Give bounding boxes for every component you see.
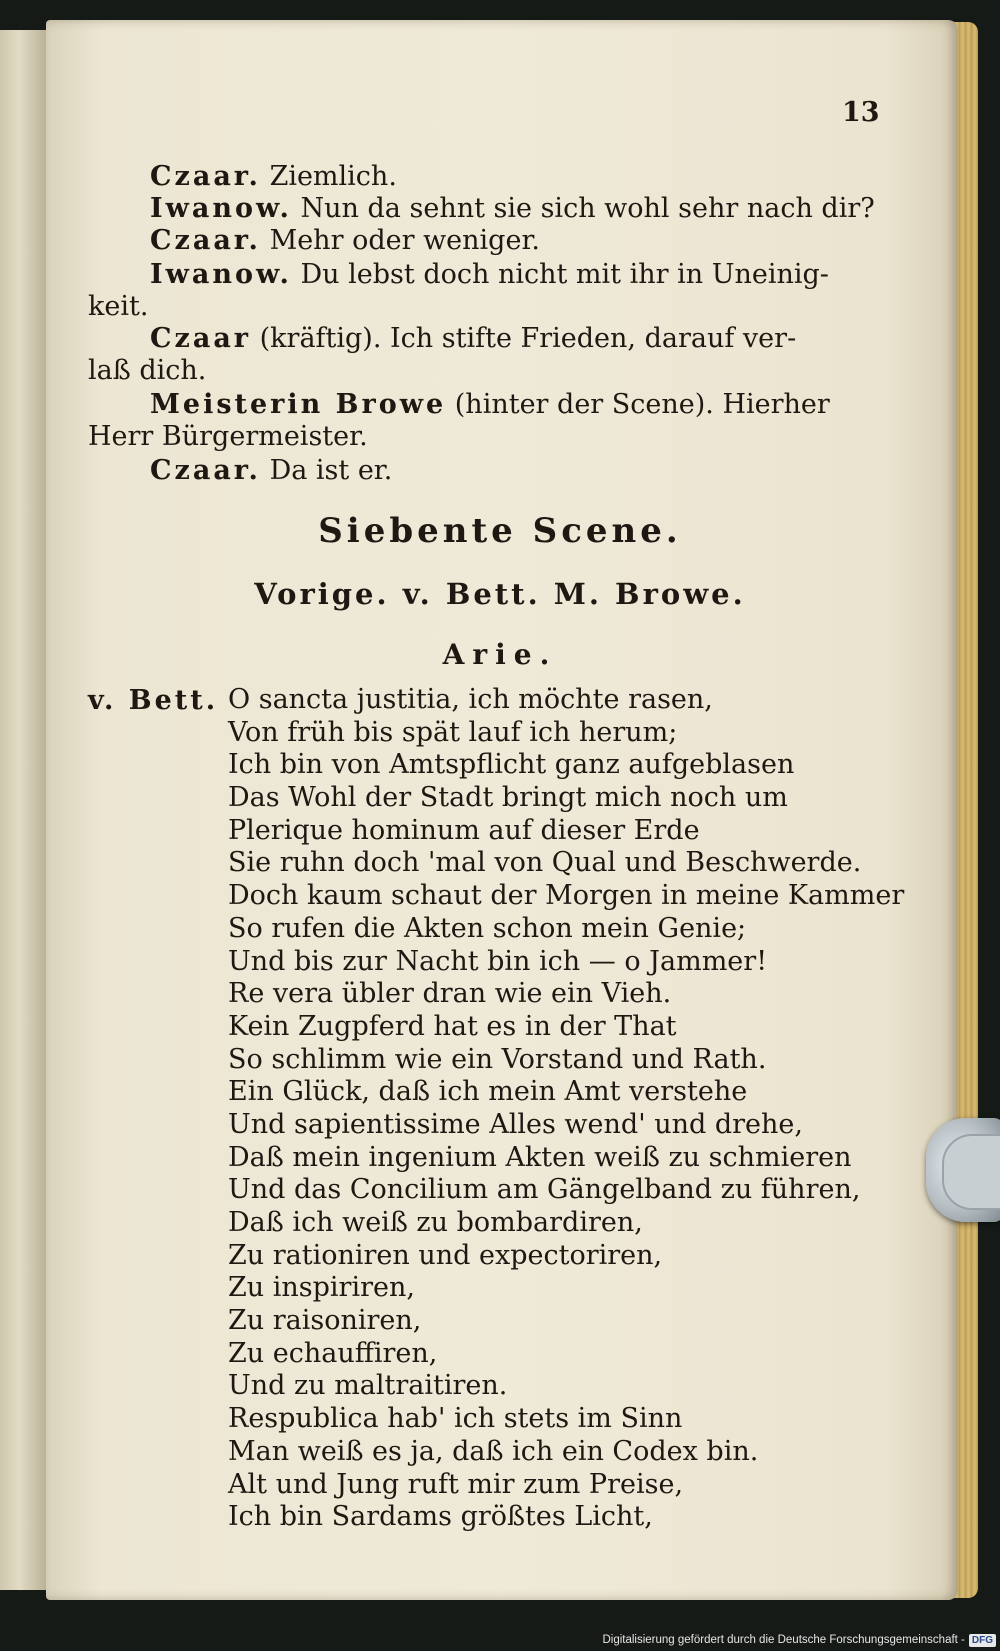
dfg-logo: DFG <box>969 1634 996 1647</box>
speaker-name: Iwanow. <box>150 193 292 224</box>
dialogue-line <box>150 258 829 291</box>
verse-line: Zu echauffiren, <box>228 1337 438 1369</box>
verse-line: Alt und Jung ruft mir zum Preise, <box>228 1468 684 1500</box>
verse-line: Sie ruhn doch 'mal von Qual und Beschwerde. <box>228 847 862 879</box>
verse-line: O sancta justitia, ich möchte rasen, <box>228 684 713 715</box>
speaker-name: Meisterin Browe <box>150 389 447 420</box>
digitization-credit <box>602 1631 996 1649</box>
aria-verse <box>228 684 904 1534</box>
dialogue-line <box>88 290 148 323</box>
verse-line: Plerique hominum auf dieser Erde <box>228 814 700 846</box>
dialogue-text: Da ist er. <box>269 455 393 486</box>
dialogue-text: (hinter der Scene). Hierher <box>454 389 830 420</box>
verse-line: Ich bin Sardams größtes Licht, <box>228 1501 653 1533</box>
verse-line: Kein Zugpferd hat es in der That <box>228 1010 677 1042</box>
dialogue-line <box>150 192 875 225</box>
dialogue-text: Herr Bürgermeister. <box>88 421 368 452</box>
verse-line: Und bis zur Nacht bin ich — o Jammer! <box>228 945 768 977</box>
dialogue-text: Du lebst doch nicht mit ihr in Uneinig- <box>300 259 829 290</box>
speaker-name: Czaar <box>150 323 252 354</box>
verse-line: So schlimm wie ein Vorstand und Rath. <box>228 1043 767 1075</box>
verse-line: Ich bin von Amtspflicht ganz aufgeblasen <box>228 749 795 781</box>
verse-line: Zu rationiren und expectoriren, <box>228 1239 663 1271</box>
dialogue-line <box>88 354 206 387</box>
speaker-name: Czaar. <box>150 161 261 192</box>
speaker-name: Czaar. <box>150 455 261 486</box>
verse-line: Respublica hab' ich stets im Sinn <box>228 1403 683 1435</box>
aria-title: Arie. <box>442 638 558 671</box>
dialogue-text: Nun da sehnt sie sich wohl sehr nach dir? <box>300 193 875 224</box>
dialogue-text: Ziemlich. <box>269 161 397 192</box>
page-number: 13 <box>842 97 880 128</box>
dialogue-text: keit. <box>88 291 149 322</box>
verse-line: Daß ich weiß zu bombardiren, <box>228 1207 643 1238</box>
verse-line: Und das Concilium am Gängelband zu führen, <box>228 1174 861 1206</box>
dialogue-text: laß dich. <box>88 355 207 386</box>
speaker-name: Czaar. <box>150 225 261 256</box>
dialogue-line <box>150 160 397 193</box>
dialogue-line <box>88 420 368 453</box>
verse-line: Zu raisoniren, <box>228 1305 422 1337</box>
credit-text: Digitalisierung gefördert durch die Deutsche Forschungsgemeinschaft - <box>602 1634 965 1646</box>
verse-line: Ein Glück, daß ich mein Amt verstehe <box>228 1076 748 1108</box>
facing-page-edge <box>0 30 50 1590</box>
dialogue-line <box>150 224 540 257</box>
verse-line: Doch kaum schaut der Morgen in meine Kammer <box>228 880 905 912</box>
verse-line: Und sapientissime Alles wend' und drehe, <box>228 1108 803 1140</box>
dialogue-line <box>150 322 796 355</box>
verse-line: Das Wohl der Stadt bringt mich noch um <box>228 782 788 814</box>
dialogue-line <box>150 454 392 487</box>
scene-cast: Vorige. v. Bett. M. Browe. <box>254 577 746 611</box>
scene-title: Siebente Scene. <box>318 511 682 551</box>
verse-line: Re vera übler dran wie ein Vieh. <box>228 978 672 1010</box>
aria-speaker: v. Bett. <box>88 685 219 716</box>
verse-line: Daß mein ingenium Akten weiß zu schmieren <box>228 1141 852 1173</box>
speaker-name: Iwanow. <box>150 259 292 290</box>
dialogue-text: (kräftig). Ich stifte Frieden, darauf ver- <box>259 323 797 354</box>
verse-line: Zu inspiriren, <box>228 1272 415 1304</box>
verse-line: So rufen die Akten schon mein Genie; <box>228 912 747 944</box>
verse-line: Und zu maltraitiren. <box>228 1370 508 1402</box>
verse-line: Man weiß es ja, daß ich ein Codex bin. <box>228 1435 759 1467</box>
dialogue-text: Mehr oder weniger. <box>269 225 540 256</box>
dialogue-line <box>150 388 830 421</box>
verse-line: Von früh bis spät lauf ich herum; <box>228 716 678 748</box>
page-clip-inner <box>942 1134 1000 1210</box>
